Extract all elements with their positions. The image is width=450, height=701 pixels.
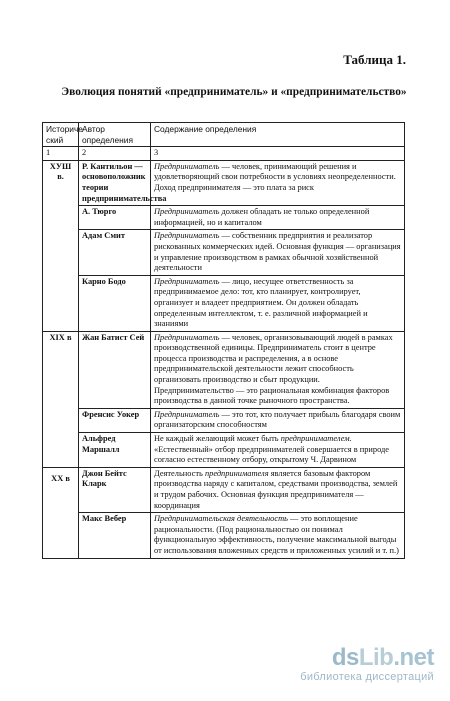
definition-cell: Предприниматель — это тот, кто получает прибыль благодаря своим организаторским способностям	[151, 408, 405, 432]
definition-cell: Не каждый желающий может быть предпринимателем. «Естественный» отбор предпринимателей совершается в природе согласно естественному отбору, открытому Ч. Дарвином	[151, 433, 405, 468]
author-cell: Френсис Уокер	[79, 408, 151, 432]
definition-cell: Предприниматель — человек, организовывающий людей в рамках производственной единицы. Предприниматель стоит в центре процесса производства и распределения, а в основе предпринимательской деятельности лежит способность организовать производство и сбыт продукции. Предпринимательство — это рациональная комбинация факторов производства в данной точке рыночного пространства.	[151, 331, 405, 408]
definition-cell: Предпринимательская деятельность — это воплощение рациональности. (Под рациональностью он понимал функциональную эффективность, получение максимальной выгоды от использования вложенных средств и приложенных усилий и т. п.)	[151, 513, 405, 558]
table-row	[43, 433, 405, 468]
watermark-subtitle: библиотека диссертаций	[300, 671, 434, 683]
period-cell: XIX в	[43, 331, 79, 467]
table-header-row	[43, 123, 405, 147]
definition-cell: Предприниматель — собственник предприятия и реализатор рискованных коммерческих идей. Основная функция — организация и управление производством в рамках обычной хозяйственной деятельности	[151, 230, 405, 275]
definition-term: Предприниматель	[154, 276, 220, 286]
table-row	[43, 513, 405, 558]
column-header-period: Историче ский	[43, 123, 79, 147]
table-row	[43, 408, 405, 432]
period-cell: XX в	[43, 467, 79, 558]
evolution-table	[42, 122, 405, 559]
definition-cell: Предприниматель должен обладать не только определенной информацией, но и капиталом	[151, 206, 405, 230]
author-cell: Р. Кантильон — основоположник теории предпринимательства	[79, 160, 151, 205]
definition-term: предпринимателем.	[280, 434, 352, 444]
definition-term: Предприниматель	[154, 231, 220, 241]
table-label: Таблица 1.	[343, 52, 406, 67]
dslib-logo: dsLib.net	[331, 644, 434, 671]
definition-term: Предприниматель	[154, 409, 220, 419]
column-number: 2	[79, 147, 151, 161]
column-header-author: Автор определения	[79, 123, 151, 147]
dslib-watermark	[300, 646, 434, 684]
author-cell: Карно Бодо	[79, 275, 151, 331]
column-number: 1	[43, 147, 79, 161]
definition-term: Предпринимательская деятельность	[154, 514, 288, 524]
period-cell: ХУШ в.	[43, 160, 79, 331]
author-cell: Жан Батист Сей	[79, 331, 151, 408]
table-row	[43, 331, 405, 408]
author-cell: Адам Смит	[79, 230, 151, 275]
table-row	[43, 275, 405, 331]
definition-cell: Предприниматель — человек, принимающий решения и удовлетворяющий свои потребности в условиях неопределенности. Доход предпринимателя — это плата за риск	[151, 160, 405, 205]
table-row	[43, 160, 405, 205]
table-row	[43, 467, 405, 512]
column-number: 3	[151, 147, 405, 161]
table-row	[43, 230, 405, 275]
column-number-row	[43, 147, 405, 161]
definition-term: Предприниматель	[154, 161, 220, 171]
author-cell: Макс Вебер	[79, 513, 151, 558]
definition-term: Предприниматель	[154, 332, 220, 342]
definition-term: Предприниматель	[154, 207, 220, 217]
document-title: Эволюция понятий «предприниматель» и «предпринимательство»	[61, 86, 407, 98]
definition-term: предпринимателя	[204, 468, 269, 478]
column-header-definition: Содержание определения	[151, 123, 405, 147]
table-row	[43, 206, 405, 230]
definition-cell: Предприниматель — лицо, несущее ответственность за предпринимаемое дело: тот, кто планирует, контролирует, организует и владеет предприятием. Он должен обладать определенным интеллектом, т. е. различной информацией и знаниями	[151, 275, 405, 331]
author-cell: Альфред Маршалл	[79, 433, 151, 468]
definition-cell: Деятельность предпринимателя является базовым фактором производства наряду с капиталом, средствами производства, землей и трудом рабочих. Основная функция предпринимателя — координация	[151, 467, 405, 512]
author-cell: Джон Бейтс Кларк	[79, 467, 151, 512]
author-cell: А. Тюрго	[79, 206, 151, 230]
